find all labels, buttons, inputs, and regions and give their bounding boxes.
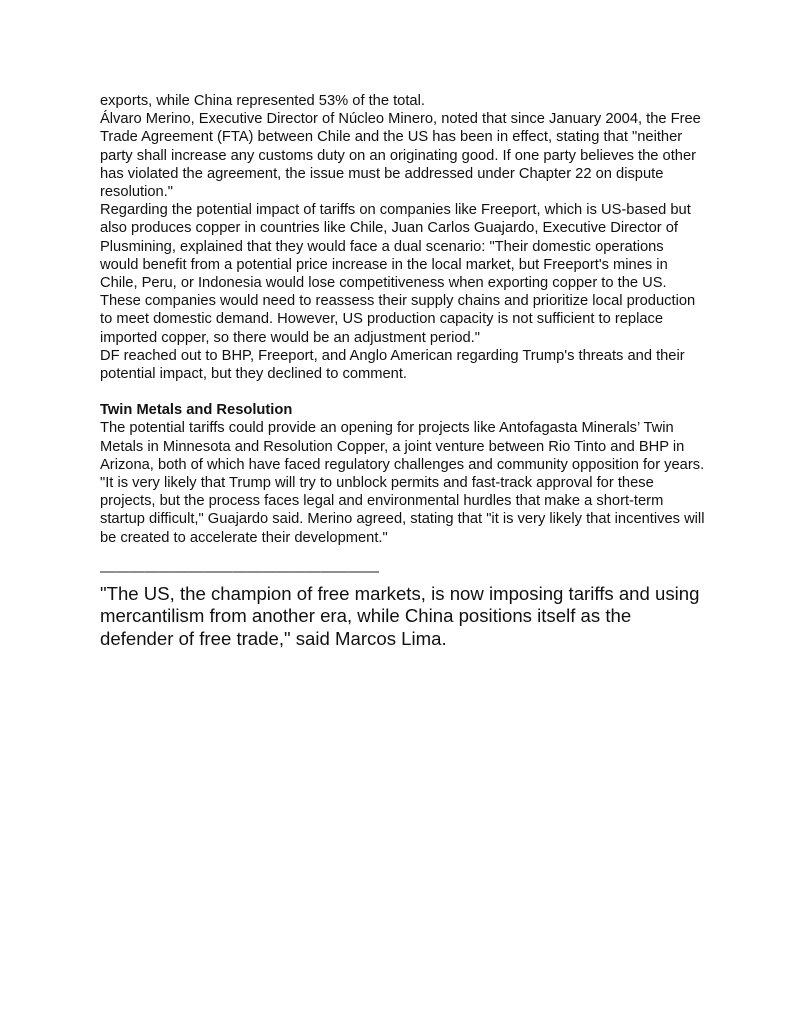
- section-spacer: [100, 383, 705, 401]
- paragraph-twin-metals: The potential tariffs could provide an opening for projects like Antofagasta Minerals’ Twin Metals in Minnesota and Resolution Copper, a joint venture between Rio Tinto and BHP in Arizona, both of which have faced regulatory challenges and community opposition for years.: [100, 420, 705, 473]
- paragraph-freeport-impact: Regarding the potential impact of tariffs on companies like Freeport, which is US-based but also produces copper in countries like Chile, Juan Carlos Guajardo, Executive Director of Plusmining, explained that they would face a dual scenario: "Their domestic operations would benefit from a potential price increase in the local market, but Freeport's mines in Chile, Peru, or Indonesia would lose competitiveness when exporting copper to the US. These companies would need to reassess their supply chains and prioritize local production to meet domestic demand. However, US production capacity is not sufficient to replace imported copper, so there would be an adjustment period.": [100, 202, 696, 346]
- paragraph-df-outreach: DF reached out to BHP, Freeport, and Anglo American regarding Trump's threats and their potential impact, but they declined to comment.: [100, 347, 685, 383]
- section-heading: Twin Metals and Resolution: [100, 402, 293, 419]
- document-page: [100, 92, 705, 669]
- paragraph-guajardo-quote: "It is very likely that Trump will try to unblock permits and fast-track approval for these projects, but the process faces legal and environmental hurdles that make a short-term startup difficult," Guajardo said. Merino agreed, stating that "it is very likely that incentives will be created to accelerate their development.": [100, 475, 705, 546]
- divider-line: ———————————————————: [100, 563, 380, 580]
- paragraph-china-share: exports, while China represented 53% of the total.: [100, 93, 425, 109]
- pull-quote: "The US, the champion of free markets, is now imposing tariffs and using mercantilism from another era, while China positions itself as the defender of free trade," said Marcos Lima.: [100, 582, 700, 649]
- paragraph-merino-fta: Álvaro Merino, Executive Director of Núcleo Minero, noted that since January 2004, the Free Trade Agreement (FTA) between Chile and the US has been in effect, stating that "neither party shall increase any customs duty on an originating good. If one party believes the other has violated the agreement, the issue must be addressed under Chapter 22 on dispute resolution.": [100, 111, 701, 201]
